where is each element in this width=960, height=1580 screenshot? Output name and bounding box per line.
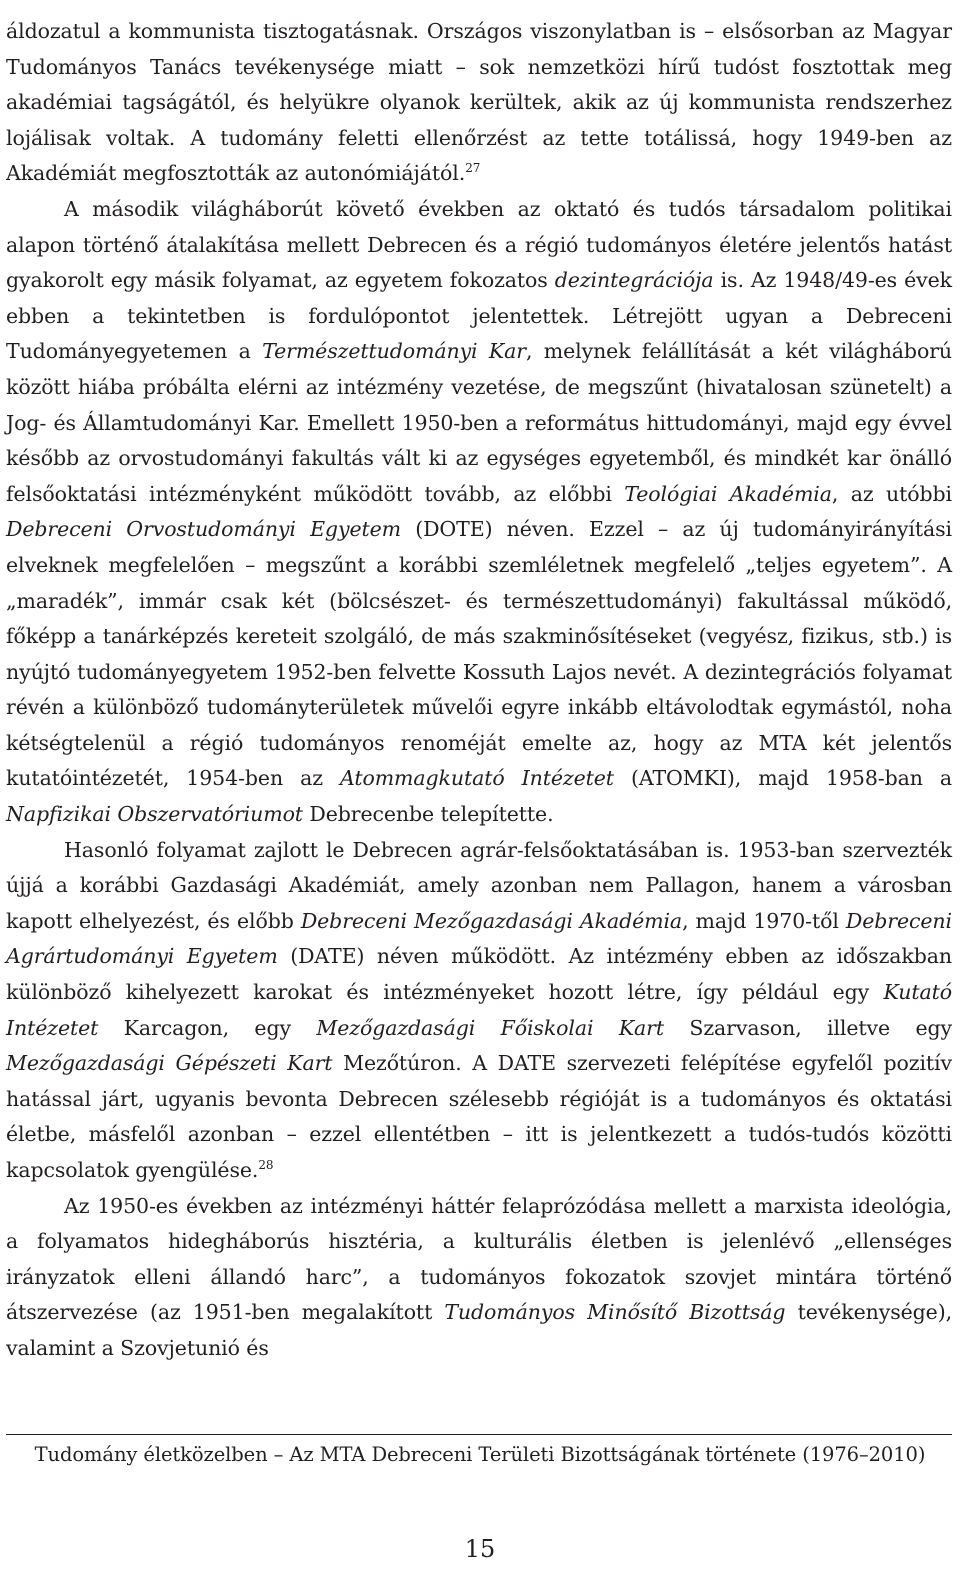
italic-term: Teológiai Akadémia xyxy=(624,481,832,506)
text-run: , melynek felállítását a két világháború között hiába próbálta elérni az intézmény vezetése, de megszűnt (hivatalosan szünetelt) a Jog- és Államtudományi Kar. Emellett 1950-ben a református hittudományi, majd egy évvel később az orvostudományi fakultás vált ki az egységes egyetemből, és mindkét kar önálló felsőoktatási intézményként működött tovább, az előbbi xyxy=(6,339,952,506)
italic-term: Atommagkutató Intézetet xyxy=(339,766,614,791)
paragraph xyxy=(6,14,952,192)
italic-term: Tudományos Minősítő Bizottság xyxy=(444,1300,786,1325)
italic-term: Debreceni Orvostudományi Egyetem xyxy=(6,517,401,542)
text-run: (ATOMKI), majd 1958-ban a xyxy=(613,766,952,791)
italic-term: Természettudományi Kar xyxy=(262,339,526,364)
text-run: áldozatul a kommunista tisztogatásnak. Országos viszonylatban is – elsősorban az Magyar Tudományos Tanács tevékenysége miatt – sok nemzetközi hírű tudóst fosztottak meg akadémiai tagságától, és helyükre olyanok kerültek, akik az új kommunista rendszerhez lojálisak voltak. A tudomány feletti ellenőrzést az tette totálissá, hogy 1949-ben az Akadémiát megfosztották az autonómiájától. xyxy=(6,19,952,186)
italic-term: Debreceni Agrártudományi Egyetem xyxy=(6,908,952,969)
text-run: A második világháborút követő években az oktató és tudós társadalom politikai alapon történő átalakítása mellett Debrecen és a régió tudományos életére jelentős hatást gyakorolt egy másik folyamat, az egyetem fokozatos xyxy=(6,196,952,293)
text-run: Az 1950-es években az intézményi háttér felaprózódása mellett a marxista ideológia, a folyamatos hidegháborús hisztéria, a kulturális életben is jelenlévő „ellenséges irányzatok elleni állandó harc”, a tudományos fokozatok szovjet mintára történő átszervezése (az 1951-ben megalakított xyxy=(6,1193,952,1325)
text-run: , majd 1970-től xyxy=(682,908,846,933)
text-run: , az utóbbi xyxy=(831,481,952,506)
running-title: Tudomány életközelben – Az MTA Debreceni Területi Bizottságának története (1976–2010) xyxy=(34,1443,926,1466)
page-body xyxy=(6,14,952,1367)
text-run: (DOTE) néven. Ezzel – az új tudományirányítási elveknek megfelelően – megszűnt a korábbi szemléletnek megfelelő „teljes egyetem”. A „maradék”, immár csak két (bölcsészet- és természettudományi) fakultással működő, főképp a tanárképzés kereteit szolgáló, de más szakminősítéseket (vegyész, fizikus, stb.) is nyújtó tudományegyetem 1952-ben felvette Kossuth Lajos nevét. A dezintegrációs folyamat révén a különböző tudományterületek művelői egyre inkább eltávolodtak egymástól, noha kétségtelenül a régió tudományos renoméját emelte az, hogy az MTA két jelentős kutatóintézetét, 1954-ben az xyxy=(6,517,952,791)
footer-divider xyxy=(6,1434,952,1435)
italic-term: Mezőgazdasági Főiskolai Kart xyxy=(316,1015,664,1040)
text-run: (DATE) néven működött. Az intézmény ebben az időszakban különböző kihelyezett karokat és intézményeket hozott létre, így például egy xyxy=(6,944,952,1005)
text-run: Mezőtúron. A DATE szervezeti felépítése egyfelől pozitív hatással járt, ugyanis bevonta Debrecen szélesebb régióját is a tudományos és oktatási életbe, másfelől azonban – ezzel ellentétben – itt is jelentkezett a tudós-tudós közötti kapcsolatok gyengülése. xyxy=(6,1051,952,1182)
text-run: Szarvason, illetve egy xyxy=(664,1015,952,1040)
text-run: Debrecenbe telepítette. xyxy=(302,802,554,827)
text-run: is. Az 1948/49-es évek ebben a tekintetben is fordulópontot jelentettek. Létrejött ugyan a Debreceni Tudományegyetemen a xyxy=(6,268,952,364)
italic-term: Debreceni Mezőgazdasági Akadémia xyxy=(300,908,683,933)
text-run: Karcagon, egy xyxy=(98,1015,317,1040)
footnote-marker: 27 xyxy=(465,161,481,176)
footnote-marker: 28 xyxy=(258,1158,274,1172)
paragraph xyxy=(6,192,952,833)
text-run: Hasonló folyamat zajlott le Debrecen agrár-felsőoktatásában is. 1953-ban szervezték újjá a korábbi Gazdasági Akadémiát, amely azonban nem Pallagon, hanem a városban kapott elhelyezést, és előbb xyxy=(6,837,952,933)
page-number: 15 xyxy=(464,1535,496,1563)
italic-term: Mezőgazdasági Gépészeti Kart xyxy=(6,1051,333,1076)
paragraph xyxy=(6,1189,952,1367)
italic-term: Napfizikai Obszervatóriumot xyxy=(6,802,303,827)
paragraph xyxy=(6,833,952,1189)
text-run: tevékenysége), valamint a Szovjetunió és xyxy=(6,1300,953,1360)
italic-term: dezintegrációja xyxy=(554,268,714,293)
italic-term: Kutató Intézetet xyxy=(6,980,952,1040)
